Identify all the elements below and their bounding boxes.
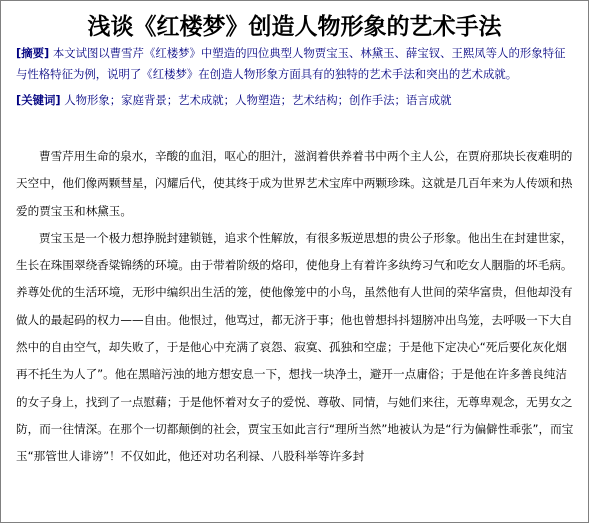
body-paragraph: 曹雪芹用生命的泉水，辛酸的血泪，呕心的胆汁，滋润着供养着书中两个主人公，在贾府那块长夜难明的天空中，他们像两颗彗星，闪耀后代，使其终于成为世界艺术宝库中两颗珍珠。这就是几百年来为人传颂和热爱的贾宝玉和林黛玉。 — [16, 149, 573, 218]
keywords-tag: [关键词] — [16, 93, 61, 107]
article-body — [16, 143, 576, 471]
abstract-text: 本文试图以曹雪芹《红楼梦》中塑造的四位典型人物贾宝玉、林黛玉、薛宝钗、王熙凤等人的形象特征与性格特征为例，说明了《红楼梦》在创造人物形象方面具有的独特的艺术手法和突出的艺术成就。 — [16, 46, 566, 81]
body-paragraph: 贾宝玉是一个极力想挣脱封建锁链，追求个性解放，有很多叛逆思想的贵公子形象。他出生在封建世家，生长在珠围翠绕香粱锦绣的环境。由于带着阶级的烙印，使他身上有着许多纨绔习气和吃女人胭脂的坏毛病。养尊处优的生活环境，无形中编织出生活的笼，使他像笼中的小鸟，虽然他有人世间的荣华富贵，但他却没有做人的最起码的权力——自由。他恨过，他骂过，都无济于事；他也曾想抖抖翅膀冲出鸟笼，去呼吸一下大自然中的自由空气，却失败了，于是他心中充满了哀怨、寂寞、孤独和空虚；于是他下定决心“死后要化灰化烟再不托生为人了”。他在黑暗污浊的地方想安息一下，想找一块净土，避开一点庸俗；于是他在许多善良纯洁的女子身上，找到了一点慰藉；于是他怀着对女子的爱悦、尊敬、同情，与她们来往，无尊卑观念，无男女之防，而一往情深。在那个一切都颠倒的社会，贾宝玉如此言行“理所当然”地被认为是“行为偏僻性乖张”，而宝玉“那管世人诽谤”！不仅如此，他还对功名利禄、八股科举等许多封 — [16, 230, 574, 464]
abstract-block — [16, 43, 576, 85]
keywords-text: 人物形象；家庭背景；艺术成就；人物塑造；艺术结构；创作手法；语言成就 — [60, 93, 452, 107]
abstract-tag: [摘要] — [16, 46, 50, 60]
keywords-block — [16, 90, 576, 111]
article-title: 浅谈《红楼梦》创造人物形象的艺术手法 — [87, 13, 502, 40]
